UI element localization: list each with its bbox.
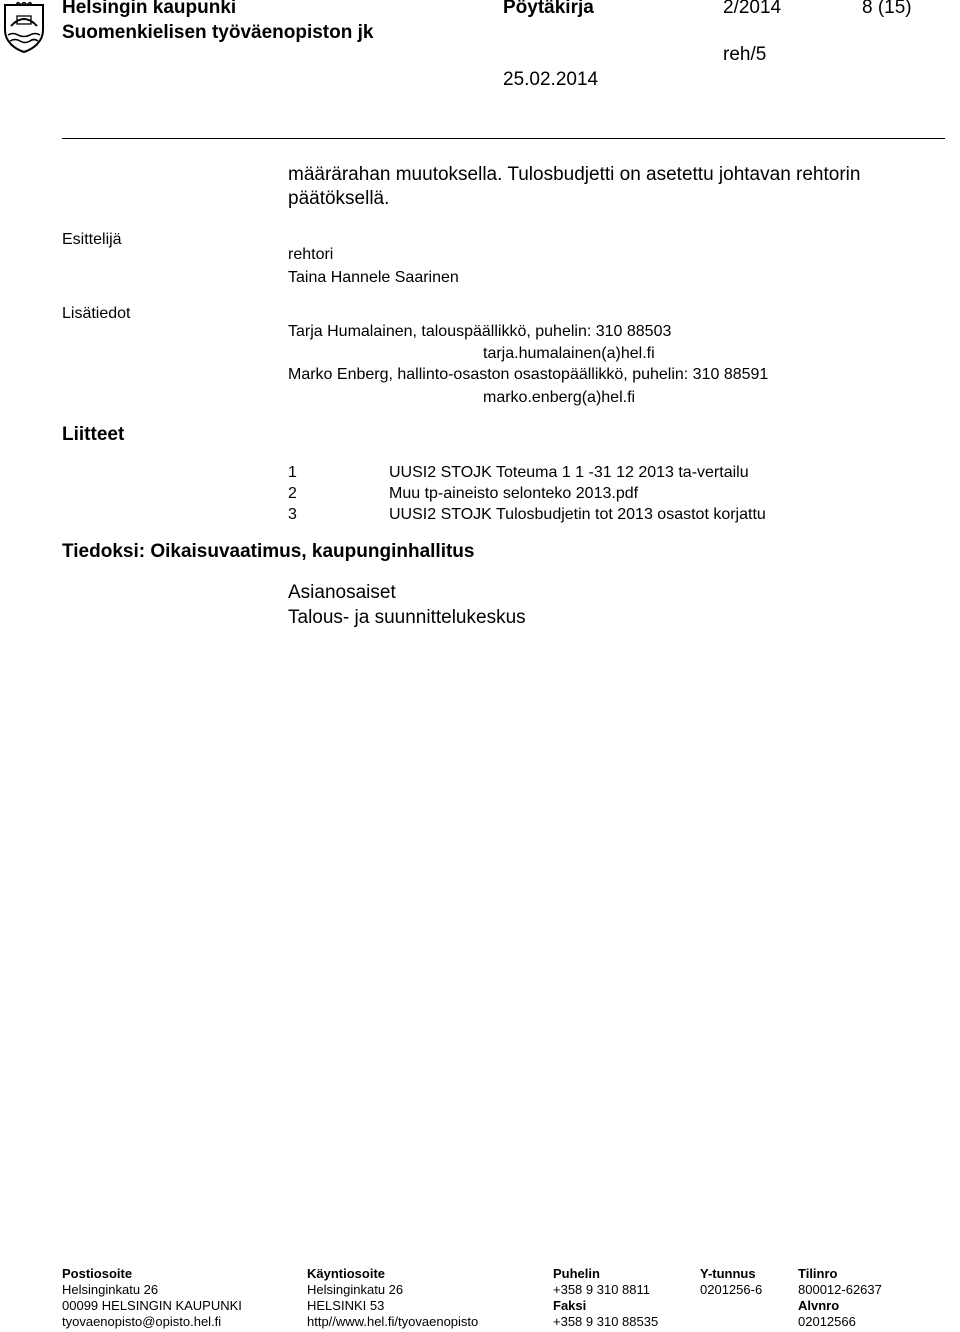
attachment-title: UUSI2 STOJK Toteuma 1 1 -31 12 2013 ta-vertailu (389, 464, 749, 481)
meeting-date: 25.02.2014 (503, 69, 599, 90)
footer-visit-line: Helsinginkatu 26 (307, 1282, 404, 1297)
recipient-item: Asianosaiset (288, 582, 396, 603)
footer-ytunnus-label: Y-tunnus (700, 1266, 756, 1281)
contact-email-1: tarja.humalainen(a)hel.fi (483, 345, 655, 362)
document-type: Pöytäkirja (503, 0, 594, 18)
organization-name: Suomenkielisen työväenopiston jk (62, 22, 374, 43)
presenter-label: Esittelijä (62, 231, 122, 248)
contact-line-2: Marko Enberg, hallinto-osaston osastopäällikkö, puhelin: 310 88591 (288, 366, 769, 383)
footer-alv-label: Alvnro (798, 1298, 840, 1313)
contact-line-1: Tarja Humalainen, talouspäällikkö, puhelin: 310 88503 (288, 323, 672, 340)
header-divider (62, 138, 945, 139)
attachment-number: 3 (288, 506, 297, 523)
city-name: Helsingin kaupunki (62, 0, 237, 18)
footer-tilinro-value: 800012-62637 (798, 1282, 882, 1297)
appeal-label: Tiedoksi: Oikaisuvaatimus, kaupunginhallitus (62, 541, 475, 562)
presenter-title: rehtori (288, 246, 334, 263)
continuation-text-1: määrärahan muutoksella. Tulosbudjetti on asetettu johtavan rehtorin (288, 164, 861, 185)
footer-website-link[interactable]: http//www.hel.fi/tyovaenopisto (307, 1314, 479, 1329)
footer-postal-line: 00099 HELSINGIN KAUPUNKI (62, 1298, 242, 1313)
attachment-number: 2 (288, 485, 297, 502)
helsinki-crest-icon (2, 2, 46, 54)
footer-fax-label: Faksi (553, 1298, 587, 1313)
contact-email-2: marko.enberg(a)hel.fi (483, 389, 636, 406)
footer-fax-value: +358 9 310 88535 (553, 1314, 659, 1329)
footer-phone-value: +358 9 310 8811 (553, 1282, 650, 1297)
footer-postal-label: Postiosoite (62, 1266, 133, 1281)
footer-ytunnus-value: 0201256-6 (700, 1282, 763, 1297)
footer-visit-label: Käyntiosoite (307, 1266, 386, 1281)
attachment-title: UUSI2 STOJK Tulosbudjetin tot 2013 osastot korjattu (389, 506, 766, 523)
attachments-label: Liitteet (62, 424, 125, 445)
attachment-title: Muu tp-aineisto selonteko 2013.pdf (389, 485, 639, 502)
recipient-item: Talous- ja suunnittelukeskus (288, 607, 526, 628)
attachment-number: 1 (288, 464, 297, 481)
footer-visit-line: HELSINKI 53 (307, 1298, 385, 1313)
page-number: 8 (15) (862, 0, 912, 18)
section-code: reh/5 (723, 44, 767, 65)
footer-alv-value: 02012566 (798, 1314, 856, 1329)
presenter-name: Taina Hannele Saarinen (288, 269, 459, 286)
issue-number: 2/2014 (723, 0, 782, 18)
footer-phone-label: Puhelin (553, 1266, 600, 1281)
footer-tilinro-label: Tilinro (798, 1266, 838, 1281)
continuation-text-2: päätöksellä. (288, 188, 390, 209)
footer-postal-line: Helsinginkatu 26 (62, 1282, 159, 1297)
footer-email-link[interactable]: tyovaenopisto@opisto.hel.fi (62, 1314, 222, 1329)
info-label: Lisätiedot (62, 305, 131, 322)
